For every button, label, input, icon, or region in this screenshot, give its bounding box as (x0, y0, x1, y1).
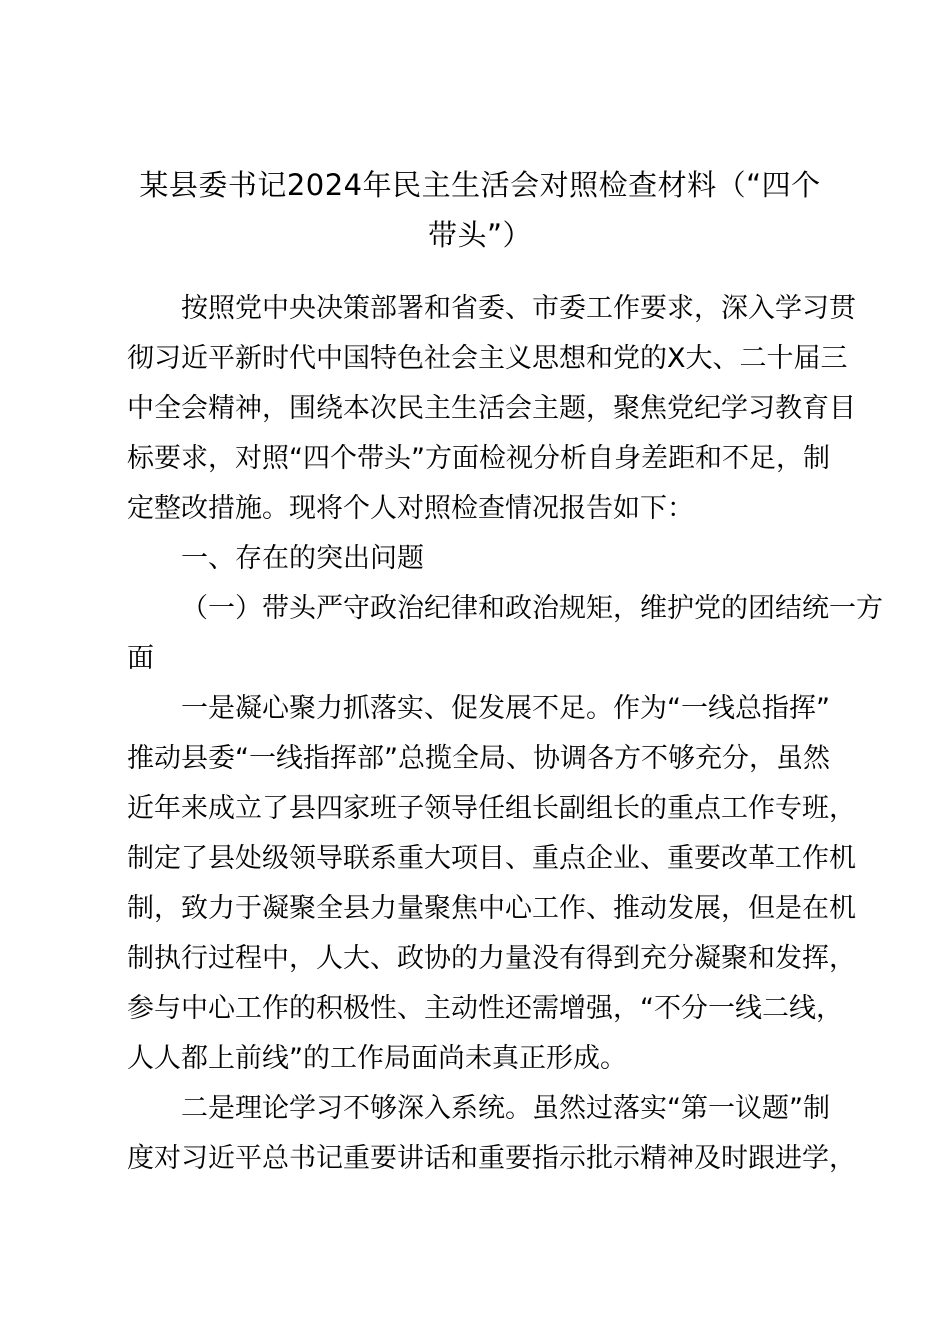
document-title (125, 160, 835, 260)
subsection-heading: （一）带头严守政治纪律和政治规矩，维护党的团结统一方 (181, 593, 883, 624)
paragraph-line: 制执行过程中，人大、政协的力量没有得到充分凝聚和发挥， (127, 943, 856, 974)
paragraph-line: 制，致力于凝聚全县力量聚焦中心工作、推动发展，但是在机 (127, 893, 856, 924)
paragraph-line: 推动县委“一线指挥部”总揽全局、协调各方不够充分，虽然 (127, 743, 830, 774)
document-body (127, 284, 883, 1184)
title-line: 某县委书记2024年民主生活会对照检查材料（“四个 (139, 168, 821, 202)
paragraph-line: 近年来成立了县四家班子领导任组长副组长的重点工作专班， (127, 793, 856, 824)
title-line: 带头”） (427, 218, 533, 252)
paragraph-line: 彻习近平新时代中国特色社会主义思想和党的X大、二十届三 (127, 343, 848, 374)
paragraph-line: 制定了县处级领导联系重大项目、重点企业、重要改革工作机 (127, 843, 856, 874)
paragraph-line: 按照党中央决策部署和省委、市委工作要求，深入学习贯 (181, 293, 856, 324)
paragraph-line: 定整改措施。现将个人对照检查情况报告如下： (127, 493, 694, 524)
paragraph-line: 标要求，对照“四个带头”方面检视分析自身差距和不足，制 (127, 443, 830, 474)
section-heading: 一、存在的突出问题 (181, 543, 424, 574)
paragraph-line: 参与中心工作的积极性、主动性还需增强，“不分一线二线， (127, 993, 843, 1024)
paragraph-line: 人人都上前线”的工作局面尚未真正形成。 (127, 1043, 627, 1074)
paragraph-line: 度对习近平总书记重要讲话和重要指示批示精神及时跟进学， (127, 1143, 856, 1174)
subsection-heading-continued: 面 (127, 643, 154, 674)
paragraph-line: 二是理论学习不够深入系统。虽然过落实“第一议题”制 (181, 1093, 830, 1124)
paragraph-line: 一是凝心聚力抓落实、促发展不足。作为“一线总指挥” (181, 693, 830, 724)
paragraph-line: 中全会精神，围绕本次民主生活会主题，聚焦党纪学习教育目 (127, 393, 856, 424)
